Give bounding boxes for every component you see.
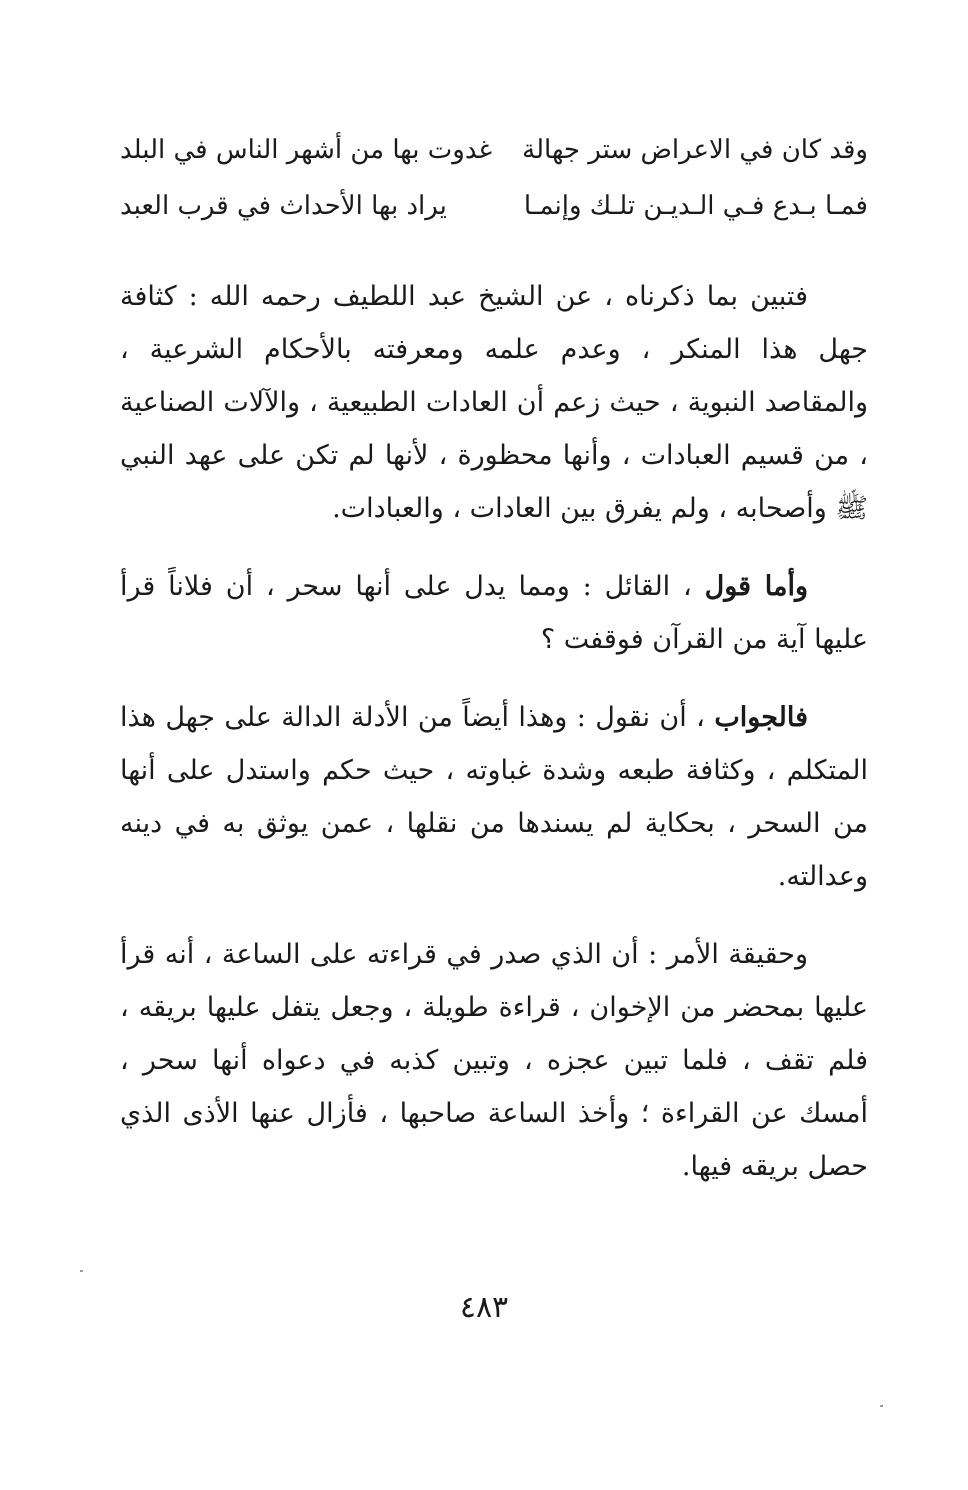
verse-second-hemistich: غدوت بها من أشهر الناس في البلد <box>120 135 493 165</box>
paragraph <box>120 560 868 666</box>
paragraph-text: فتبين بما ذكرناه ، عن الشيخ عبد اللطيف رحمه الله : كثافة جهل هذا المنكر ، وعدم علمه ومعرفته بالأحكام الشرعية ، والمقاصد النبوية ، حيث زعم أن العادات الطبيعية ، والآلات الصناعية ، من قسيم العبادات ، وأنها محظورة ، لأنها لم تكن على عهد النبي ﷺ وأصحابه ، ولم يفرق بين العادات ، والعبادات. <box>120 281 868 524</box>
paragraph-lead: وأما قول <box>704 571 808 602</box>
paragraph <box>120 270 868 535</box>
page-number: ٤٨٣ <box>459 1290 509 1325</box>
paragraph-text: ، القائل : ومما يدل على أنها سحر ، أن فلاناً قرأ عليها آية من القرآن فوقفت ؟ <box>120 571 868 655</box>
scan-speck <box>80 1270 83 1272</box>
paragraph-text: ، أن نقول : وهذا أيضاً من الأدلة الدالة على جهل هذا المتكلم ، وكثافة طبعه وشدة غباوته ، حيث حكم واستدل على أنها من السحر ، بحكاية لم يسندها من نقلها ، عمن يوثق به في دينه وعدالته. <box>120 702 868 892</box>
paragraph-lead: فالجواب <box>714 702 808 733</box>
verse-line <box>120 130 868 186</box>
verse-line <box>120 186 868 242</box>
paragraph <box>120 928 868 1193</box>
poem-verses <box>120 130 868 242</box>
paragraph-text: وحقيقة الأمر : أن الذي صدر في قراءته على الساعة ، أنه قرأ عليها بمحضر من الإخوان ، قراءة طويلة ، وجعل يتفل عليها بريقه ، فلم تقف ، فلما تبين عجزه ، وتبين كذبه في دعواه أنها سحر ، أمسك عن القراءة ؛ وأخذ الساعة صاحبها ، فأزال عنها الأذى الذي حصل بريقه فيها. <box>120 939 868 1182</box>
verse-first-hemistich: فمـا بـدع فـي الـديـن تلـك وإنمـا <box>523 191 868 221</box>
page-body <box>120 130 868 1218</box>
verse-first-hemistich: وقد كان في الاعراض ستر جهالة <box>522 135 868 165</box>
paragraph <box>120 691 868 903</box>
verse-second-hemistich: يراد بها الأحداث في قرب العبد <box>120 191 447 221</box>
scan-speck <box>880 1405 883 1407</box>
